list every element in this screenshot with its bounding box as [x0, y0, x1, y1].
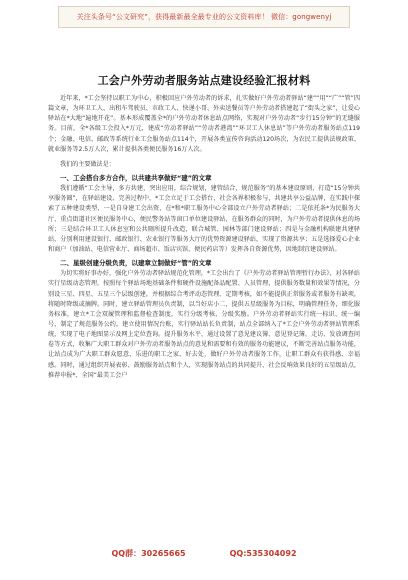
paragraph-section-1: 我们遵循“工会主导，多方共建，突出应用，综合规划，建管结合，规范服务”的基本建设原则，打造“15分钟共享服务圈”，在驿站建设、完善过程中，*工会立足于工会搭台，社会各界积极参与，共建共享公益品牌，在实践中探索了五种建设类型，一是自身建工会出资，在*和*职工服务中心全部设立户外劳动者驿站；二是依托条*为民服务大厅、重点街道社区便民服务中心，便民警务站等窗口单位建设驿站，在服务群众的同时，为户外劳动者提供休息的场所；三是结合环卫工人休息室和公共厕所提升改造，联合城管、园林等部门建设驿站；四是与金融机构联建共建驿站，分别利用建设银行、邮政银行、农业银行等服务大厅的优势资源建设驿站，实现了资源共享；五是选择爱心企业和商户（加油站、电信营业厅、商场超市、饭店宾馆、便民药店等）发挥各自资源优势，因地制宜建设驿站。: [48, 185, 360, 254]
document-title: 工会户外劳动者服务站点建设经验汇报材料: [97, 74, 311, 87]
document-body: [48, 92, 360, 381]
paragraph-intro: 近年来，*工会坚持以职工为中心，积极回应户外劳动者的诉求，扎实做好户外劳动者驿站“建”“用”“广”“管”四篇文章，为环卫工人、出租车驾驶员、市政工人、快递小哥、外卖送餐员等户外劳动者搭建起了“街头之家”，让爱心驿站在*大地“遍地开花”。基本形成覆盖全*的户外劳动者休息站点网络，实现对户外劳动者“步行15分钟”的无缝服务。目前，全*各级工会投入*万元，建成“劳动者驿站”“劳动者港湾”“环卫工人休息站”等户外劳动者服务站点119个；金融、电信、邮政等系统行业工会服务站点114个，开展各类宣传咨询活动120场次，为农民工提供法规政策、就业服务等2.5万人次，累计提供各类便民服务16万人次。: [48, 95, 360, 153]
paragraph-section-2: 为切实将好事办好，强化户外劳动者驿站规范化管理，*工会出台了《户外劳动者驿站管理暂行办法》，对各驿站实行星级动态管理，按照每个驿站场地基础条件和硬件设施配备品配置、人员管理、提供服务数量和效果等情况，分别设三星、四星、五星三个层级创建，并根据综合考评动态管理、定期考核，如不能提供正常服务或者服务有缺项，将随时降级或摘牌。同时，建立驿站管理员负责制，以当好店小二，提供五星级服务为目标，明确管理任务，细化服务标准，建立*工会双履管理和监督检查制度，实行分级考核、分级奖励。户外劳动者驿站实行统一标识、统一编号，制定了规范服务公约，建立使用情况台账，实行驿站站长负责制，站点全部纳入了*工会户外劳动者驿站管理系统，实现了电子地图显示及网上定位查询。提升服务水平，通过设置了意见建议簿、意见登记簿，走访、发放调查问卷等方式，收集广大职工群众对户外劳动者服务站点的意见和需要和有效的服务功能建议，不断完善站点服务功能，让站点成为广大职工群众愿意、乐进的职工之家、好去处，做好户外劳动者服务工作，让职工群众有获得感、幸福感。同时，通过组织开展表彰、鼓励服务站点和个人，实现服务站点的共同提升，社会反响效果良好的五星级站点，推荐申报*、全国“最美工会户: [48, 270, 360, 379]
section-heading-2: 二、星级创建分级负责，以建章立制做好“管”的文章: [60, 259, 212, 268]
section-heading-1: 一、工会搭台多方合作，以共建共享做好“建”的文章: [60, 174, 212, 183]
footer-contacts: [0, 546, 408, 560]
footer-qq-group: QQ群：30265665: [111, 548, 186, 558]
paragraph-main-practices: 我们的主要做法是：: [60, 160, 115, 168]
promo-banner-text: 关注头条号“公文研究”，获得最新最全最专业的公文资料库！ 微信：gongwenyj: [76, 13, 332, 21]
promo-banner: [58, 6, 350, 28]
footer-qq: QQ:535304092: [229, 548, 297, 558]
